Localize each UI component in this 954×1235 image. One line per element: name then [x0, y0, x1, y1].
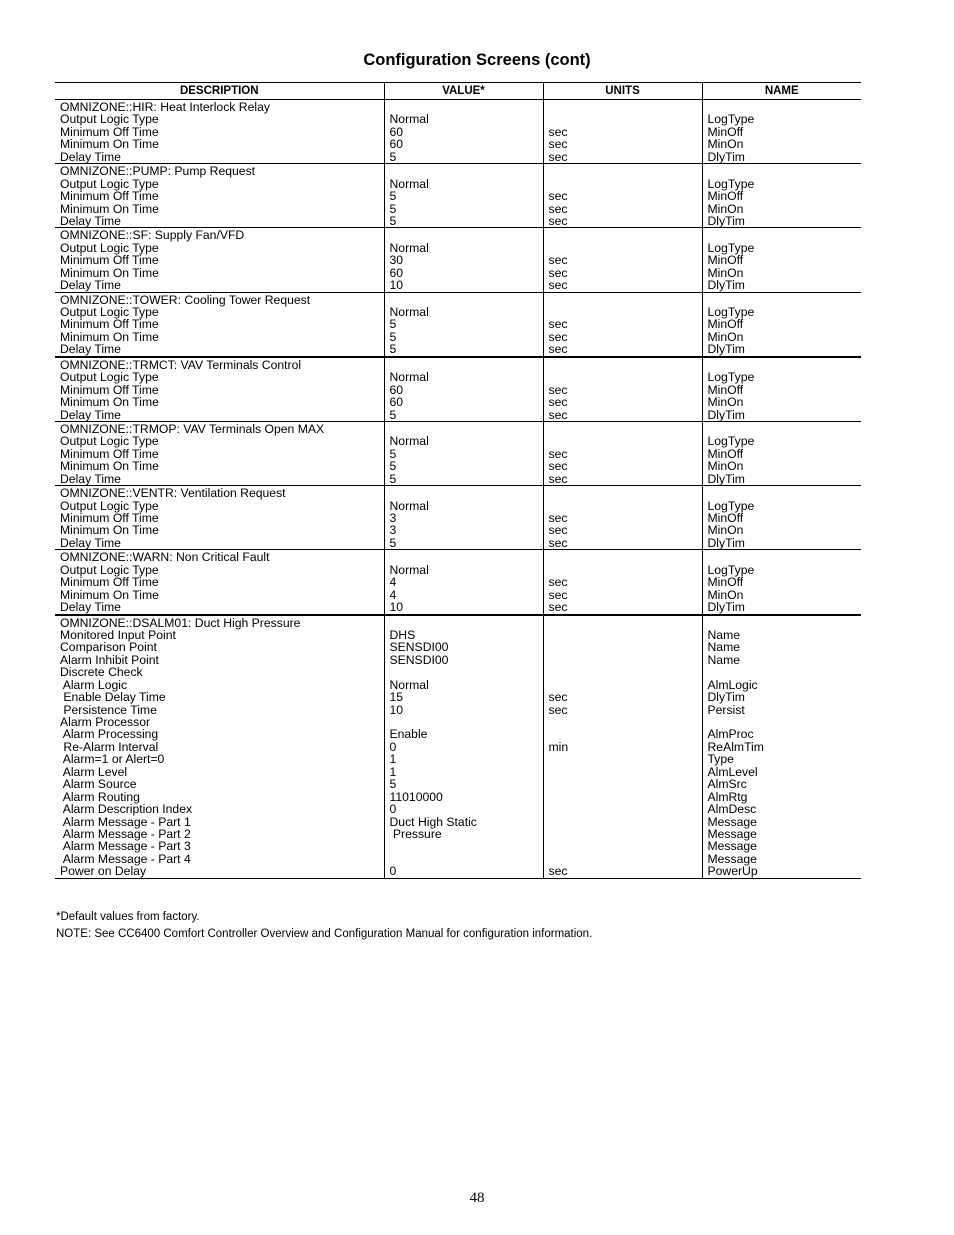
cell-units [549, 816, 702, 828]
cell-units: sec [548, 690, 568, 705]
cell-units: sec [548, 253, 568, 268]
cell-units [549, 359, 702, 371]
cell-units [549, 242, 702, 254]
cell-name: ReAlmTim [707, 739, 764, 754]
cell-name: Name [707, 652, 741, 667]
cell-value: 11010000 [389, 789, 443, 804]
cell-name: Message [707, 826, 757, 841]
section-value-cell [384, 100, 543, 164]
cell-name: PowerUp [707, 864, 758, 879]
cell-description: Minimum On Time [60, 137, 159, 152]
section-heading: OMNIZONE::SF: Supply Fan/VFD [60, 228, 245, 243]
cell-name: Message [707, 814, 757, 829]
cell-value: 10 [389, 600, 404, 615]
cell-name: MinOff [707, 511, 744, 525]
cell-units: sec [548, 864, 568, 879]
cell-name: Type [707, 752, 734, 767]
cell-units [549, 853, 702, 865]
cell-name: MinOff [707, 253, 744, 268]
cell-units [549, 113, 702, 125]
cell-name: AlmSrc [707, 777, 747, 792]
cell-description: Comparison Point [60, 640, 157, 655]
notes [56, 909, 592, 943]
cell-value: 5 [389, 471, 397, 486]
section-value-cell [384, 228, 543, 292]
cell-value [390, 165, 543, 177]
cell-description: Minimum Off Time [60, 189, 159, 204]
table-section [55, 421, 861, 485]
cell-name: DlyTim [707, 600, 745, 615]
cell-description: Alarm Message - Part 2 [60, 826, 191, 841]
cell-description: Minimum Off Time [60, 511, 159, 525]
cell-description: Alarm Inhibit Point [60, 652, 159, 667]
cell-value: SENSDI00 [389, 652, 449, 667]
section-units-cell [543, 615, 702, 879]
section-name-cell [702, 292, 861, 357]
cell-name: MinOn [707, 587, 744, 602]
cell-units [549, 564, 702, 576]
cell-units: sec [548, 382, 568, 397]
cell-units [549, 294, 702, 306]
cell-value: Normal [389, 370, 429, 385]
cell-description: Delay Time [60, 600, 121, 615]
cell-name: MinOn [707, 329, 744, 344]
cell-value: 1 [389, 764, 397, 779]
cell-value: 0 [389, 739, 397, 754]
cell-description: Alarm Message - Part 4 [60, 851, 191, 866]
cell-name: Persist [707, 702, 745, 717]
cell-units [549, 716, 702, 728]
cell-value: 60 [389, 124, 404, 139]
section-heading: OMNIZONE::TRMOP: VAV Terminals Open MAX [60, 421, 325, 436]
cell-name: AlmProc [707, 727, 754, 742]
cell-units [549, 178, 702, 190]
cell-units [549, 803, 702, 815]
table-section [55, 292, 861, 357]
section-value-cell [384, 164, 543, 228]
section-heading: OMNIZONE::WARN: Non Critical Fault [60, 550, 270, 565]
cell-name: MinOff [707, 382, 744, 397]
cell-units: sec [548, 600, 568, 615]
cell-description: Alarm Message - Part 1 [60, 814, 191, 829]
section-description-cell [55, 357, 384, 422]
cell-units [549, 766, 702, 778]
note: NOTE: See CC6400 Comfort Controller Overview and Configuration Manual for configuration information. [56, 928, 593, 940]
cell-name: DlyTim [707, 535, 745, 550]
cell-value: 5 [389, 535, 397, 550]
cell-value: 60 [389, 137, 404, 152]
cell-units: sec [548, 446, 568, 461]
cell-units [549, 654, 702, 666]
cell-value: Normal [389, 434, 429, 449]
cell-units: sec [548, 342, 568, 357]
cell-value: 10 [389, 702, 404, 717]
section-heading: OMNIZONE::HIR: Heat Interlock Relay [60, 100, 270, 114]
cell-description: Minimum On Time [60, 395, 159, 410]
cell-name: MinOff [707, 124, 744, 139]
cell-name: LogType [707, 434, 755, 449]
cell-name: MinOn [707, 201, 744, 216]
cell-description: Minimum On Time [60, 201, 159, 216]
cell-value: 0 [389, 802, 397, 817]
cell-units: sec [548, 702, 568, 717]
cell-name: MinOff [707, 446, 744, 461]
cell-description: Delay Time [60, 278, 121, 293]
cell-units: sec [548, 395, 568, 410]
cell-description: Discrete Check [60, 665, 143, 680]
cell-value [390, 666, 543, 678]
cell-units [549, 165, 702, 177]
cell-name [708, 229, 862, 241]
cell-description: Output Logic Type [60, 305, 159, 319]
section-units-cell [543, 357, 702, 422]
section-value-cell [384, 357, 543, 422]
cell-description: Power on Delay [60, 864, 147, 879]
cell-value: SENSDI00 [389, 640, 449, 655]
section-units-cell [543, 550, 702, 615]
cell-name: MinOn [707, 523, 744, 538]
cell-name: MinOff [707, 189, 744, 204]
cell-description: Minimum On Time [60, 265, 159, 280]
cell-value: 5 [389, 459, 397, 474]
cell-value [390, 840, 543, 852]
cell-description: Delay Time [60, 342, 121, 357]
cell-name: LogType [707, 562, 755, 577]
section-description-cell [55, 164, 384, 228]
section-value-cell [384, 421, 543, 485]
cell-units [549, 487, 702, 499]
cell-name: MinOn [707, 137, 744, 152]
cell-name: Name [707, 627, 741, 642]
cell-description: Delay Time [60, 213, 121, 228]
cell-name: DlyTim [707, 471, 745, 486]
cell-name: AlmRtg [707, 789, 748, 804]
cell-value: 4 [389, 587, 397, 602]
cell-value: 60 [389, 395, 404, 410]
cell-description: Minimum Off Time [60, 124, 159, 139]
section-description-cell [55, 615, 384, 879]
cell-description: Delay Time [60, 471, 121, 486]
cell-units [549, 828, 702, 840]
cell-value: Normal [389, 498, 429, 513]
section-value-cell [384, 615, 543, 879]
cell-name [708, 487, 862, 499]
cell-description: Output Logic Type [60, 176, 159, 191]
section-units-cell [543, 100, 702, 164]
cell-name [708, 551, 862, 563]
cell-description: Minimum On Time [60, 459, 159, 474]
table-section [55, 164, 861, 228]
cell-units: min [548, 739, 569, 754]
section-units-cell [543, 292, 702, 357]
cell-value: 4 [389, 575, 397, 590]
cell-name: LogType [707, 305, 755, 319]
cell-description: Minimum Off Time [60, 253, 159, 268]
cell-value: 5 [389, 189, 397, 204]
section-name-cell [702, 357, 861, 422]
cell-units: sec [548, 407, 568, 422]
table-section [55, 615, 861, 879]
cell-description: Output Logic Type [60, 498, 159, 513]
cell-name: Message [707, 839, 757, 854]
cell-units [549, 306, 702, 318]
cell-value: Normal [389, 677, 429, 692]
cell-value [390, 551, 543, 563]
cell-description: Alarm Description Index [60, 802, 193, 817]
cell-units: sec [548, 149, 568, 164]
cell-value: 0 [389, 864, 397, 879]
cell-name [708, 165, 862, 177]
cell-description: Alarm Routing [60, 789, 140, 804]
cell-units: sec [548, 329, 568, 344]
header-description: DESCRIPTION [55, 83, 384, 100]
cell-value: 3 [389, 511, 397, 525]
page-title: Configuration Screens (cont) [363, 51, 591, 69]
cell-value: Normal [389, 305, 429, 319]
section-description-cell [55, 550, 384, 615]
cell-value: 5 [389, 213, 397, 228]
table-header-row [55, 83, 861, 100]
cell-units: sec [548, 317, 568, 332]
table-section [55, 486, 861, 550]
cell-units [549, 641, 702, 653]
cell-description: Minimum Off Time [60, 446, 159, 461]
cell-description: Minimum Off Time [60, 575, 159, 590]
cell-value: 10 [389, 278, 404, 293]
cell-name: MinOn [707, 395, 744, 410]
cell-units: sec [548, 265, 568, 280]
section-units-cell [543, 164, 702, 228]
cell-units: sec [548, 535, 568, 550]
cell-units [549, 371, 702, 383]
cell-name: LogType [707, 176, 755, 191]
cell-value: 5 [389, 446, 397, 461]
header-value: VALUE* [384, 83, 543, 100]
section-description-cell [55, 421, 384, 485]
cell-units: sec [548, 124, 568, 139]
cell-units: sec [548, 511, 568, 525]
section-description-cell [55, 292, 384, 357]
section-heading: OMNIZONE::TOWER: Cooling Tower Request [60, 292, 311, 307]
cell-name: AlmLevel [707, 764, 758, 779]
cell-name [708, 666, 862, 678]
section-description-cell [55, 228, 384, 292]
cell-name: DlyTim [707, 690, 745, 705]
section-value-cell [384, 550, 543, 615]
cell-name: LogType [707, 498, 755, 513]
cell-description: Output Logic Type [60, 112, 159, 127]
cell-units: sec [548, 575, 568, 590]
section-name-cell [702, 164, 861, 228]
cell-description: Alarm=1 or Alert=0 [60, 752, 165, 767]
section-name-cell [702, 615, 861, 879]
cell-value: 5 [389, 407, 397, 422]
cell-units: sec [548, 137, 568, 152]
cell-description: Enable Delay Time [60, 690, 166, 705]
cell-value [390, 853, 543, 865]
cell-description: Monitored Input Point [60, 627, 176, 642]
cell-units: sec [548, 213, 568, 228]
cell-value: 1 [389, 752, 397, 767]
cell-value: 5 [389, 329, 397, 344]
cell-value: 5 [389, 317, 397, 332]
cell-units [549, 500, 702, 512]
cell-value: Normal [389, 562, 429, 577]
cell-description: Minimum Off Time [60, 382, 159, 397]
table-section [55, 550, 861, 615]
cell-value [390, 229, 543, 241]
cell-description: Delay Time [60, 535, 121, 550]
cell-value: 3 [389, 523, 397, 538]
section-name-cell [702, 550, 861, 615]
section-heading: OMNIZONE::TRMCT: VAV Terminals Control [60, 357, 302, 372]
section-heading: OMNIZONE::DSALM01: Duct High Pressure [60, 615, 301, 630]
cell-units [549, 778, 702, 790]
section-heading: OMNIZONE::PUMP: Pump Request [60, 164, 256, 179]
cell-value: 5 [389, 777, 397, 792]
table-section [55, 357, 861, 422]
section-value-cell [384, 486, 543, 550]
cell-description: Delay Time [60, 149, 121, 164]
cell-units: sec [548, 587, 568, 602]
section-heading: OMNIZONE::VENTR: Ventilation Request [60, 486, 286, 501]
cell-description: Output Logic Type [60, 370, 159, 385]
cell-value: Pressure [389, 826, 442, 841]
configuration-table [55, 82, 861, 879]
cell-value: Enable [389, 727, 428, 742]
cell-units [549, 551, 702, 563]
cell-units: sec [548, 523, 568, 538]
cell-value: 30 [389, 253, 404, 268]
cell-description: Output Logic Type [60, 240, 159, 255]
cell-description: Minimum On Time [60, 587, 159, 602]
cell-units: sec [548, 278, 568, 293]
cell-units [549, 617, 702, 629]
cell-value: Normal [389, 176, 429, 191]
cell-value: 5 [389, 342, 397, 357]
cell-name: LogType [707, 112, 755, 127]
table-section [55, 228, 861, 292]
cell-value [390, 487, 543, 499]
section-value-cell [384, 292, 543, 357]
cell-units [549, 629, 702, 641]
cell-name: DlyTim [707, 278, 745, 293]
cell-description: Minimum Off Time [60, 317, 159, 332]
cell-units: sec [548, 471, 568, 486]
cell-units [549, 728, 702, 740]
cell-name: LogType [707, 240, 755, 255]
cell-description: Persistence Time [60, 702, 157, 717]
cell-name: DlyTim [707, 149, 745, 164]
cell-value: 5 [389, 201, 397, 216]
cell-name: MinOff [707, 575, 744, 590]
cell-description: Minimum On Time [60, 329, 159, 344]
section-name-cell [702, 228, 861, 292]
section-description-cell [55, 100, 384, 164]
cell-value: 60 [389, 382, 404, 397]
cell-description: Alarm Processing [60, 727, 159, 742]
cell-units [549, 666, 702, 678]
footnote: *Default values from factory. [56, 911, 200, 923]
page-number: 48 [469, 1190, 485, 1206]
cell-units [549, 423, 702, 435]
cell-name: Name [707, 640, 741, 655]
header-units: UNITS [543, 83, 702, 100]
section-units-cell [543, 486, 702, 550]
section-name-cell [702, 421, 861, 485]
cell-description: Delay Time [60, 407, 121, 422]
cell-description: Re-Alarm Interval [60, 739, 159, 754]
section-name-cell [702, 486, 861, 550]
cell-description: Alarm Processor [60, 715, 151, 729]
table-body [55, 100, 861, 879]
cell-description: Alarm Level [60, 764, 128, 779]
cell-name: MinOff [707, 317, 744, 332]
cell-name: DlyTim [707, 407, 745, 422]
section-units-cell [543, 421, 702, 485]
cell-name: DlyTim [707, 213, 745, 228]
cell-units [549, 753, 702, 765]
cell-description: Alarm Logic [60, 677, 128, 692]
cell-name: AlmLogic [707, 677, 758, 692]
cell-value: DHS [389, 627, 416, 642]
cell-units [549, 229, 702, 241]
cell-units: sec [548, 189, 568, 204]
cell-value: Normal [389, 112, 429, 127]
cell-description: Alarm Source [60, 777, 137, 792]
cell-description: Alarm Message - Part 3 [60, 839, 191, 854]
cell-value: 15 [389, 690, 404, 705]
cell-units: sec [548, 201, 568, 216]
section-name-cell [702, 100, 861, 164]
cell-name: AlmDesc [707, 802, 757, 817]
section-units-cell [543, 228, 702, 292]
cell-description: Minimum On Time [60, 523, 159, 538]
cell-units [549, 101, 702, 113]
cell-value: Normal [389, 240, 429, 255]
section-description-cell [55, 486, 384, 550]
cell-value: 5 [389, 149, 397, 164]
cell-name: MinOn [707, 459, 744, 474]
cell-name: DlyTim [707, 342, 745, 357]
cell-description: Output Logic Type [60, 434, 159, 449]
table-section [55, 100, 861, 164]
cell-value: Duct High Static [389, 814, 477, 829]
cell-name: MinOn [707, 265, 744, 280]
cell-name: LogType [707, 370, 755, 385]
cell-units [549, 435, 702, 447]
cell-units [549, 840, 702, 852]
cell-units [549, 791, 702, 803]
cell-name: Message [707, 851, 757, 866]
cell-description: Output Logic Type [60, 562, 159, 577]
cell-value: 60 [389, 265, 404, 280]
cell-units: sec [548, 459, 568, 474]
cell-units [549, 679, 702, 691]
header-name: NAME [702, 83, 861, 100]
